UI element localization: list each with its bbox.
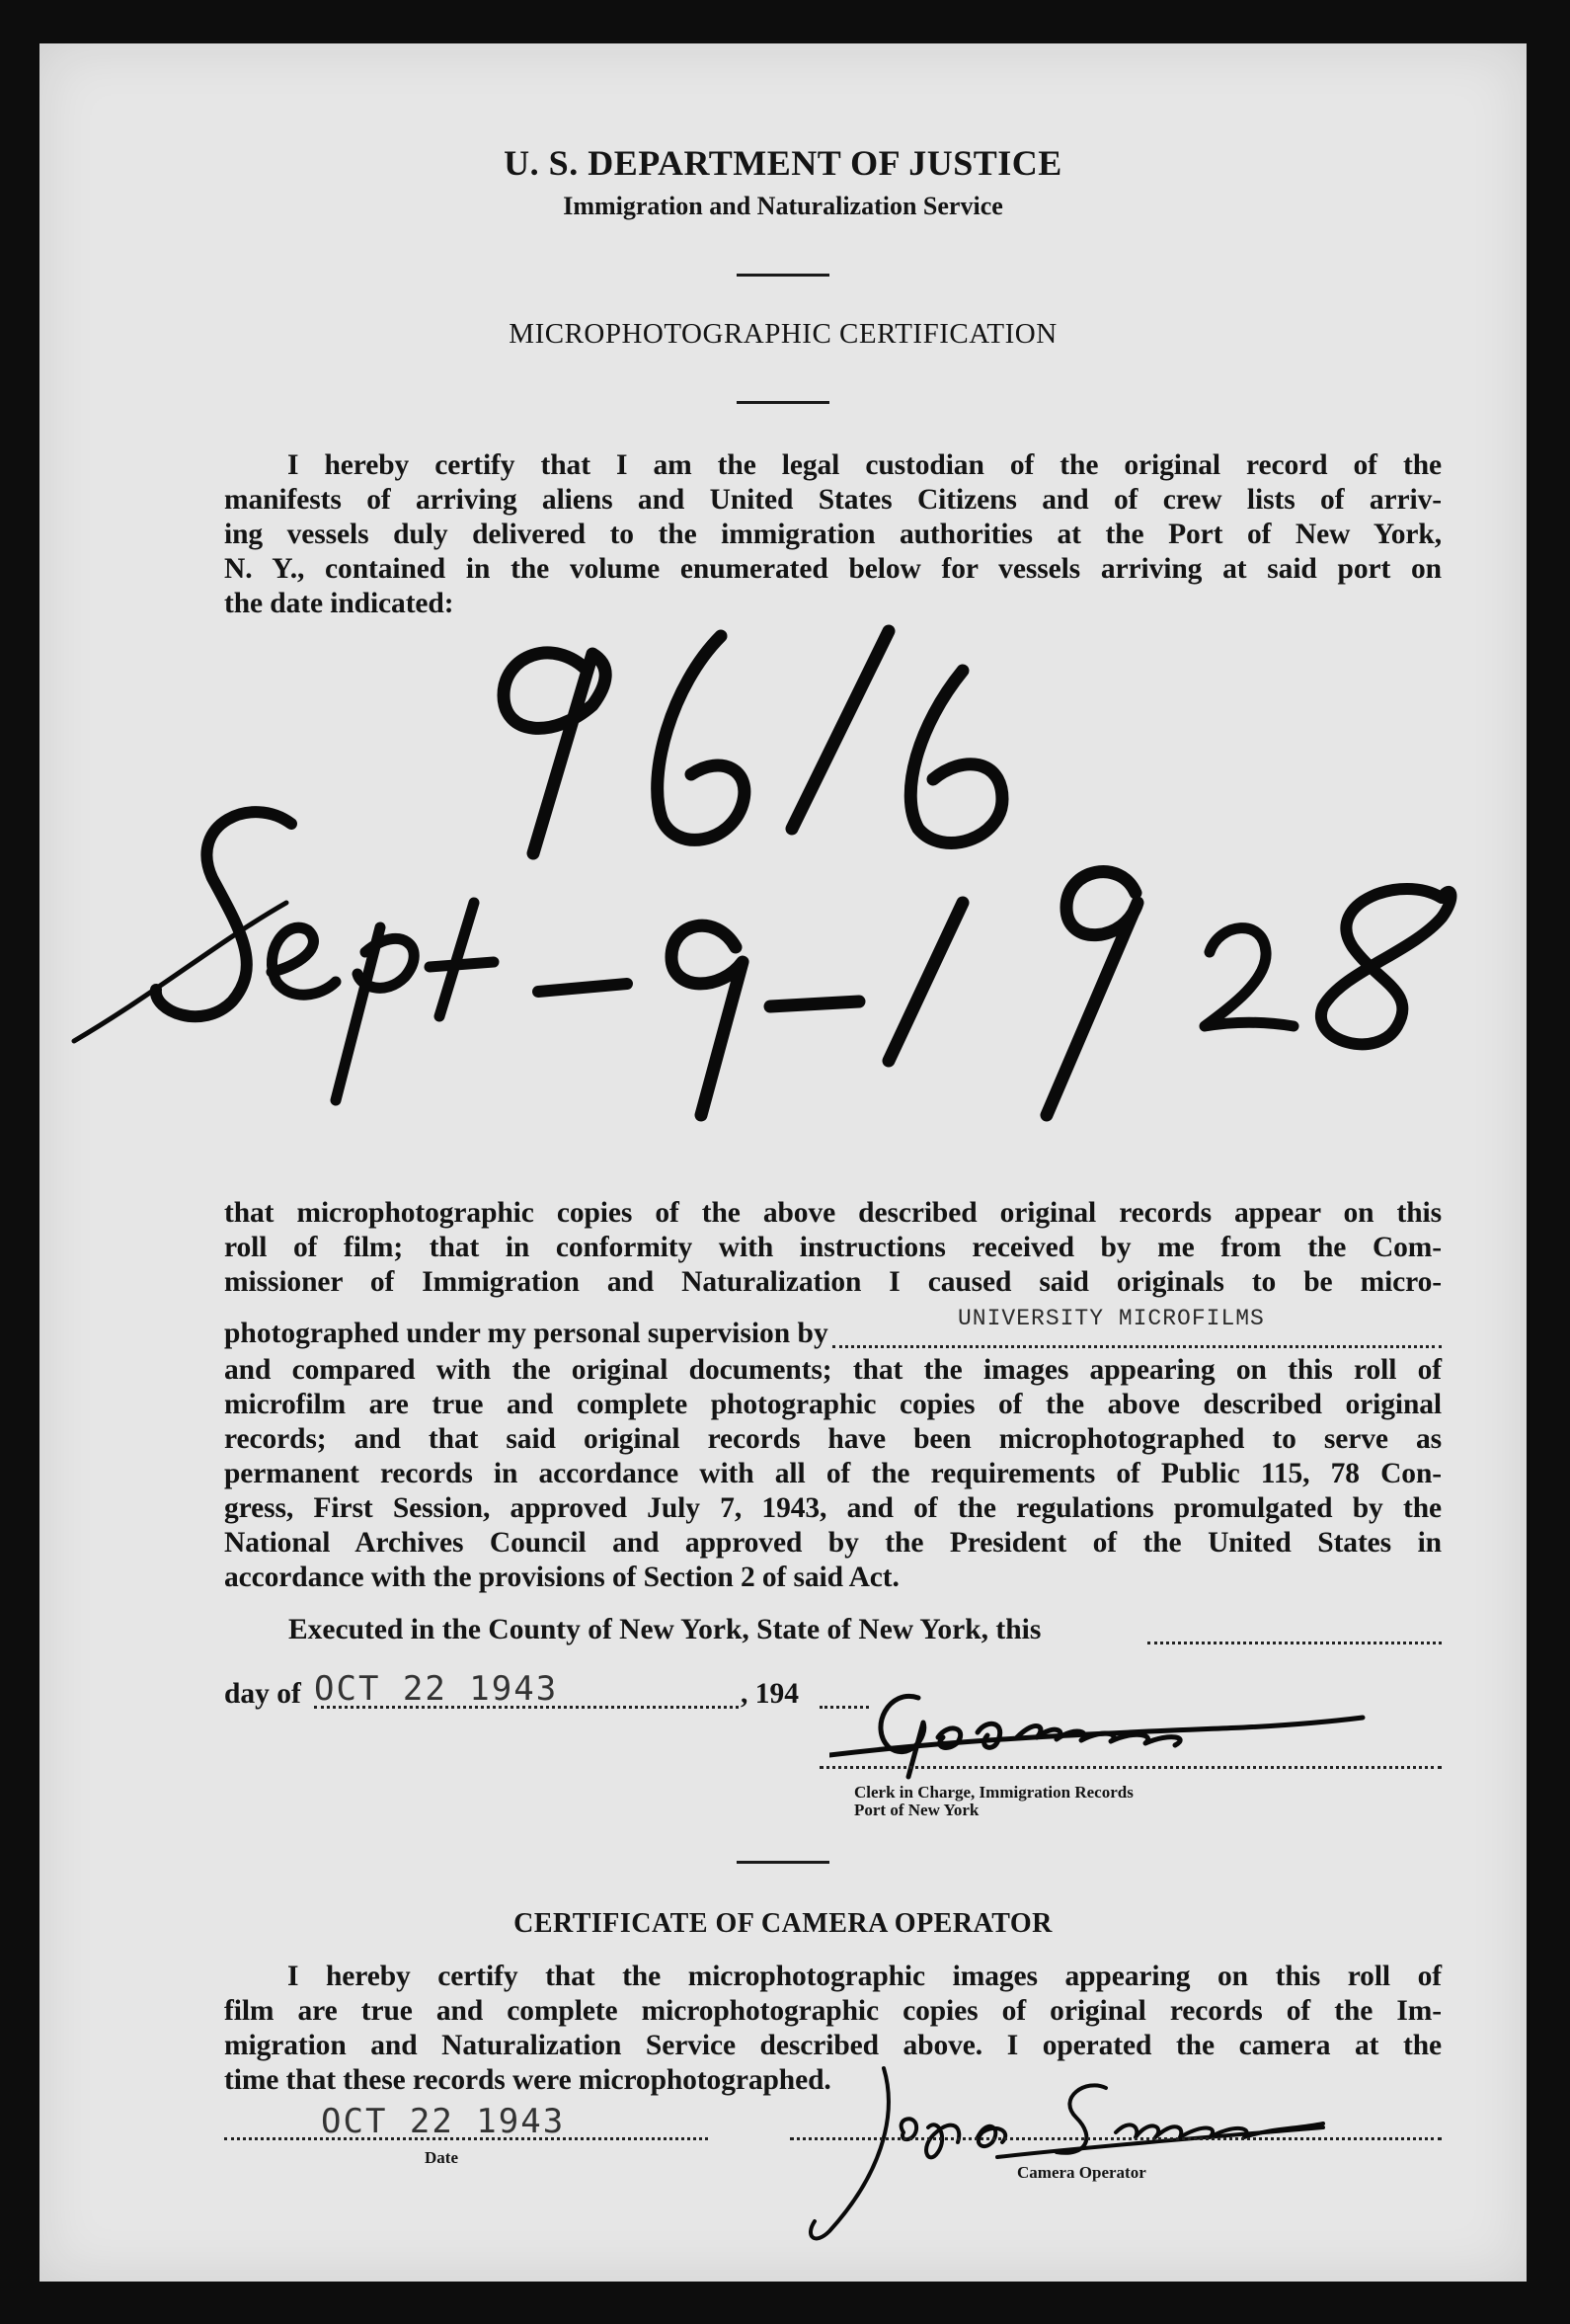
executed-text: Executed in the County of New York, State of New York, this [288, 1614, 1042, 1645]
day-of-label: day of [224, 1678, 301, 1710]
service-subheading: Immigration and Naturalization Service [563, 192, 1003, 220]
agency-heading: U. S. DEPARTMENT OF JUSTICE [504, 143, 1062, 183]
title-divider [737, 401, 829, 404]
operator-section-title: CERTIFICATE OF CAMERA OPERATOR [513, 1908, 1053, 1939]
body-line: gress, First Session, approved July 7, 1943, and of the regulations promulgated by the [224, 1492, 1442, 1524]
clerk-port: Port of New York [854, 1801, 980, 1819]
clerk-signature [829, 1678, 1382, 1787]
body-line: microfilm are true and complete photographic copies of the above described original [224, 1389, 1442, 1420]
body-line: that microphotographic copies of the above described original records appear on this [224, 1197, 1442, 1229]
operator-line: migration and Naturalization Service described above. I operated the camera at the [224, 2030, 1442, 2061]
body-line: accordance with the provisions of Section 2 of said Act. [224, 1562, 900, 1593]
document-title: MICROPHOTOGRAPHIC CERTIFICATION [509, 318, 1058, 350]
intro-line: manifests of arriving aliens and United States Citizens and of crew lists of arriv- [224, 484, 1442, 516]
operator-line: I hereby certify that the microphotographic images appearing on this roll of [287, 1961, 1442, 1992]
supervisor-typed: UNIVERSITY MICROFILMS [958, 1306, 1265, 1331]
body-line: missioner of Immigration and Naturalization I caused said originals to be micro- [224, 1266, 1442, 1298]
body-line: and compared with the original documents; that the images appearing on this roll of [224, 1354, 1442, 1386]
supervisor-fill-line [832, 1345, 1442, 1348]
body-line: records; and that said original records have been microphotographed to serve as [224, 1423, 1442, 1455]
intro-line: the date indicated: [224, 588, 454, 619]
day-of-date-stamp: OCT 22 1943 [314, 1669, 559, 1709]
clerk-signature-line [820, 1766, 1442, 1769]
clerk-title: Clerk in Charge, Immigration Records [854, 1783, 1134, 1802]
body-line: National Archives Council and approved by the President of the United States in [224, 1527, 1442, 1559]
header-divider [737, 274, 829, 277]
operator-line: film are true and complete microphotographic copies of original records of the Im- [224, 1995, 1442, 2027]
intro-line: I hereby certify that I am the legal custodian of the original record of the [287, 449, 1442, 481]
operator-date-stamp: OCT 22 1943 [321, 2102, 566, 2141]
intro-line: N. Y., contained in the volume enumerated below for vessels arriving at said port on [224, 553, 1442, 585]
body-line: roll of film; that in conformity with instructions received by me from the Com- [224, 1232, 1442, 1263]
operator-signature-line [790, 2137, 1442, 2140]
body-paragraph [224, 1196, 1442, 1300]
certificate-page [39, 43, 1527, 2282]
supervision-prefix: photographed under my personal supervision by [224, 1318, 828, 1349]
year-label: , 194 [741, 1678, 799, 1710]
body-line: permanent records in accordance with all of the requirements of Public 115, 78 Con- [224, 1458, 1442, 1489]
body-paragraph-continued [224, 1353, 1442, 1595]
handwritten-volume-and-date [39, 577, 1527, 1150]
date-label: Date [425, 2148, 458, 2167]
intro-line: ing vessels duly delivered to the immigration authorities at the Port of New York, [224, 519, 1442, 550]
section-divider [737, 1861, 829, 1864]
operator-signature [790, 2058, 1343, 2256]
operator-line: time that these records were microphotographed. [224, 2064, 831, 2096]
operator-label: Camera Operator [1017, 2163, 1146, 2182]
executed-fill-line [1147, 1642, 1442, 1644]
